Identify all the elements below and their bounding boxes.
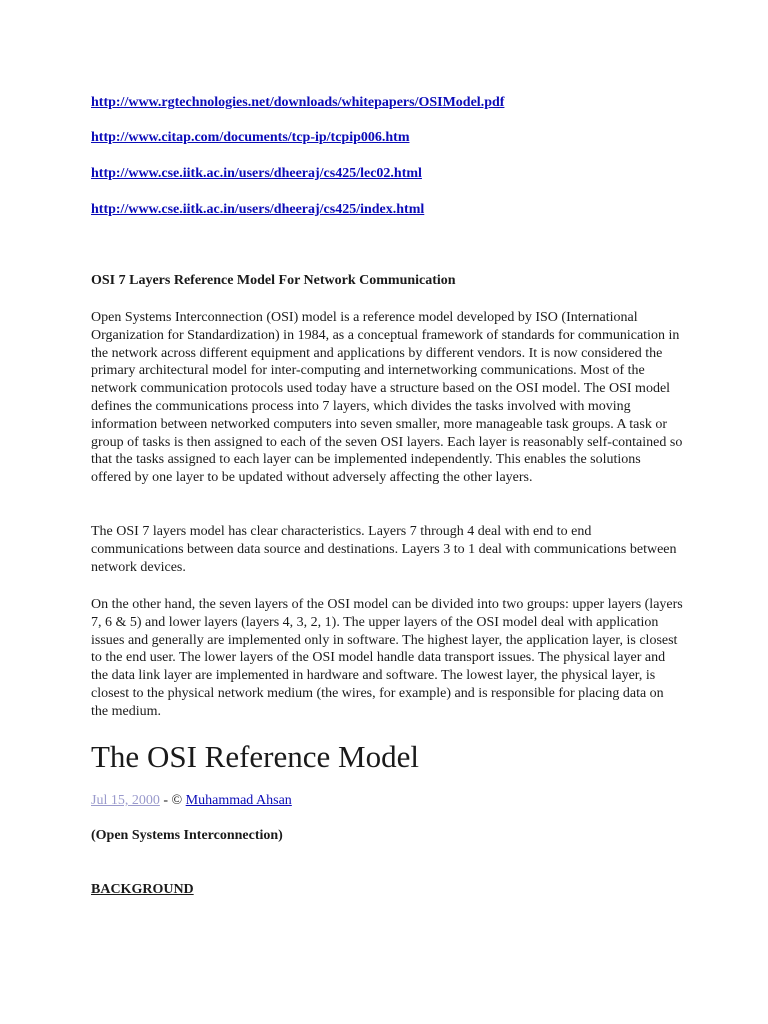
paragraph-osi-layer-groups: On the other hand, the seven layers of the OSI model can be divided into two groups: upper layers (layers 7, 6 & 5) and lower layers (layers 4, 3, 2, 1). The upper layers of the OSI model deal with application issues and generally are implemented only in software. The highest layer, the application layer, is closest to the end user. The lower layers of the OSI model handle data transport issues. The physical layer and the data link layer are implemented in hardware and software. The lowest layer, the physical layer, is closest to the physical network medium (the wires, for example) and is responsible for placing data on the medium. <box>91 597 683 719</box>
background-heading: BACKGROUND <box>91 882 194 897</box>
paragraph-osi-intro: Open Systems Interconnection (OSI) model is a reference model developed by ISO (International Organization for Standardization) in 1984, as a conceptual framework of standards for communication in the network across different equipment and applications by different vendors. It is now considered the primary architectural model for inter-computing and internetworking communications. Most of the network communication protocols used today have a structure based on the OSI model. The OSI model defines the communications process into 7 layers, which divides the tasks involved with moving information between networked computers into seven smaller, more manageable task groups. A task or group of tasks is then assigned to each of the seven OSI layers. Each layer is reasonably self-contained so that the tasks assigned to each layer can be implemented independently. This enables the solutions offered by one layer to be updated without adversely affecting the other layers. <box>91 310 683 486</box>
article-byline <box>91 793 292 809</box>
section-title: OSI 7 Layers Reference Model For Network Communication <box>91 273 456 288</box>
reference-link-rgtechnologies[interactable]: http://www.rgtechnologies.net/downloads/whitepapers/OSIModel.pdf <box>91 95 505 110</box>
author-link[interactable]: Muhammad Ahsan <box>185 793 292 808</box>
paragraph-osi-characteristics: The OSI 7 layers model has clear characteristics. Layers 7 through 4 deal with end to end communications between data source and destinations. Layers 3 to 1 deal with communications between network devices. <box>91 524 677 575</box>
article-date-link[interactable]: Jul 15, 2000 <box>91 793 160 808</box>
copyright-separator: - © <box>159 793 186 808</box>
article-heading: The OSI Reference Model <box>91 739 419 774</box>
article-subtitle: (Open Systems Interconnection) <box>91 828 283 843</box>
reference-link-iitk-index[interactable]: http://www.cse.iitk.ac.in/users/dheeraj/cs425/index.html <box>91 202 425 217</box>
reference-link-citap[interactable]: http://www.citap.com/documents/tcp-ip/tcpip006.htm <box>91 130 410 145</box>
reference-link-iitk-lec02[interactable]: http://www.cse.iitk.ac.in/users/dheeraj/cs425/lec02.html <box>91 166 422 181</box>
